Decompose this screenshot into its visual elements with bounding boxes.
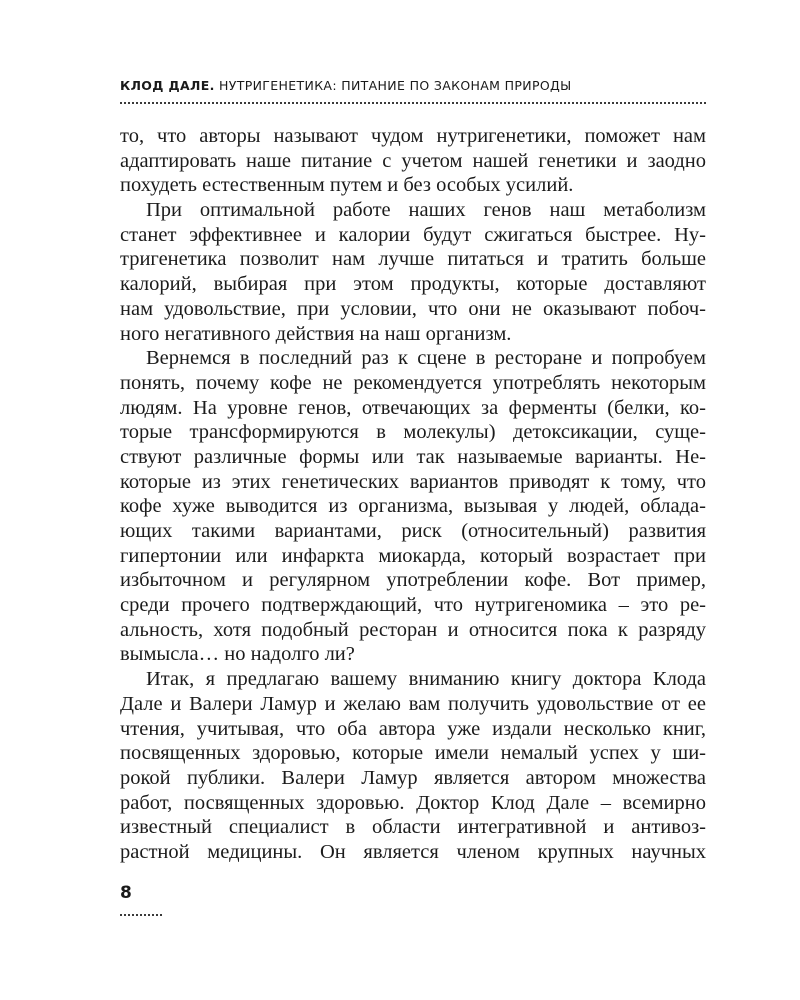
page-number: 8	[120, 883, 132, 903]
text-line: известный специалист в области интегративной и антивоз-	[120, 816, 706, 839]
text-line: посвященных здоровью, которые имели немалый успех у ши-	[120, 742, 706, 765]
running-header	[120, 78, 710, 93]
paragraph	[120, 124, 706, 198]
text-line: нам удовольствие, при условии, что они не оказывают побоч-	[120, 297, 706, 320]
header-book-title: НУТРИГЕНЕТИКА: ПИТАНИЕ ПО ЗАКОНАМ ПРИРОДЫ	[219, 78, 572, 93]
text-line: тригенетика позволит нам лучше питаться и тратить больше	[120, 248, 706, 271]
text-line: альность, хотя подобный ресторан и относится пока к разряду	[120, 618, 706, 641]
paragraph	[120, 198, 706, 346]
header-dotted-rule	[120, 102, 706, 104]
text-line: кофе хуже выводится из организма, вызывая у людей, облада-	[120, 495, 706, 518]
header-author: КЛОД ДАЛЕ.	[120, 78, 215, 93]
text-line: которые из этих генетических вариантов приводят к тому, что	[120, 470, 706, 493]
text-line: похудеть естественным путем и без особых усилий.	[120, 174, 574, 197]
text-line: чтения, учитывая, что оба автора уже издали несколько книг,	[120, 717, 706, 740]
text-line: среди прочего подтверждающий, что нутригеномика – это ре-	[120, 594, 706, 617]
text-line: Вернемся в последний раз к сцене в ресторане и попробуем	[146, 347, 706, 370]
text-line: калорий, выбирая при этом продукты, которые доставляют	[120, 273, 706, 296]
text-line: ствуют различные формы или так называемые варианты. Не-	[120, 445, 706, 468]
body-text	[120, 124, 706, 865]
text-line: то, что авторы называют чудом нутригенетики, поможет нам	[120, 125, 706, 147]
text-line: станет эффективнее и калории будут сжигаться быстрее. Ну-	[120, 223, 706, 246]
paragraph	[120, 667, 706, 865]
text-line: избыточном и регулярном употреблении кофе. Вот пример,	[120, 569, 706, 592]
footer-dotted-rule	[120, 914, 162, 916]
text-line: ного негативного действия на наш организм.	[120, 322, 512, 345]
text-line: Дале и Валери Ламур и желаю вам получить удовольствие от ее	[120, 692, 706, 715]
text-line: адаптировать наше питание с учетом нашей генетики и заодно	[120, 149, 706, 172]
paragraph	[120, 346, 706, 667]
text-line: вымысла… но надолго ли?	[120, 643, 355, 666]
text-line: людям. На уровне генов, отвечающих за ферменты (белки, ко-	[120, 396, 706, 419]
text-line: понять, почему кофе не рекомендуется употреблять некоторым	[120, 371, 706, 394]
text-line: гипертонии или инфаркта миокарда, который возрастает при	[120, 544, 706, 567]
text-line: растной медицины. Он является членом крупных научных	[120, 840, 706, 863]
text-line: Итак, я предлагаю вашему вниманию книгу доктора Клода	[146, 668, 706, 691]
text-line: ющих такими вариантами, риск (относительный) развития	[120, 520, 706, 542]
text-line: работ, посвященных здоровью. Доктор Клод Дале – всемирно	[120, 791, 706, 814]
text-line: При оптимальной работе наших генов наш метаболизм	[146, 199, 706, 222]
text-line: торые трансформируются в молекулы) детоксикации, суще-	[120, 421, 706, 444]
text-line: рокой публики. Валери Ламур является автором множества	[120, 766, 706, 789]
